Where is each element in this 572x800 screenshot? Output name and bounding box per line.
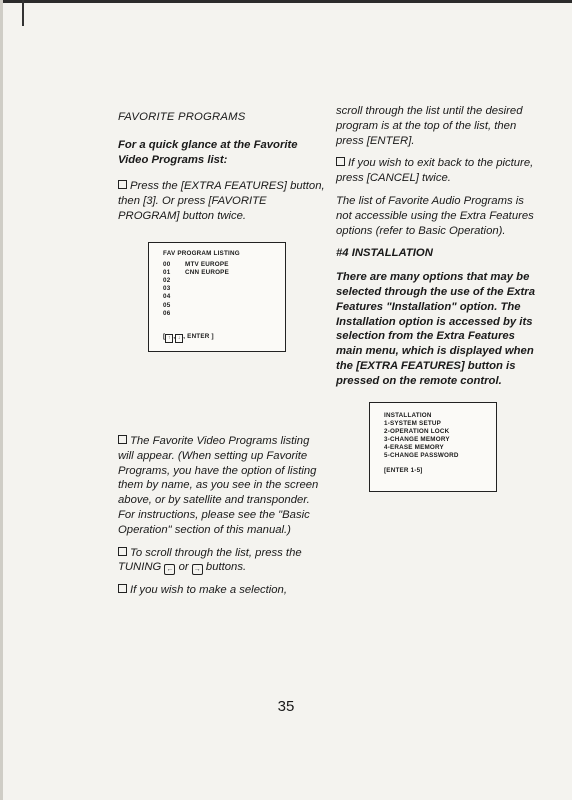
intro-text: For a quick glance at the Favorite Video Programs list: [118, 138, 298, 166]
fav-program-number: 00 [163, 261, 171, 269]
fav-program-number: 05 [163, 301, 171, 309]
fav-program-number: 06 [163, 309, 171, 317]
installation-menu-screen [369, 402, 497, 492]
fav-screen-title: FAV PROGRAM LISTING [163, 250, 240, 257]
installation-body: There are many options that may be selected through the use of the Extra Features "Installation" option. The Installation option is accessed by its selection from the Extra Features main menu, which is displayed when the [EXTRA FEATURES] button is pressed on the remote control. [336, 271, 535, 387]
fav-program-row [163, 302, 285, 310]
installation-menu-item: 5-CHANGE PASSWORD [384, 452, 459, 460]
installation-menu-item: 4-ERASE MEMORY [384, 444, 444, 452]
step-scroll: To scroll through the list, press the TUNING ← or → buttons. [118, 546, 302, 574]
installation-menu-item: 1-SYSTEM SETUP [384, 420, 442, 428]
up-arrow-icon: ↑ [165, 334, 173, 343]
fav-program-row [163, 277, 285, 285]
checkbox-icon [118, 435, 127, 444]
fav-program-number: 02 [163, 277, 171, 285]
fav-program-row [163, 261, 285, 269]
checkbox-icon [118, 584, 127, 593]
fav-program-list [163, 261, 285, 318]
down-arrow-icon: ↓ [175, 334, 183, 343]
installation-heading: #4 INSTALLATION [336, 247, 433, 260]
installation-menu-title: INSTALLATION [384, 412, 432, 419]
fav-program-row [163, 310, 285, 318]
installation-menu-list [384, 412, 496, 461]
step-extra-features [118, 179, 328, 223]
right-column [336, 104, 536, 397]
scan-top-edge [0, 0, 572, 3]
page-number: 35 [277, 698, 295, 715]
fav-program-number: 03 [163, 285, 171, 293]
exit-instruction: If you wish to exit back to the picture, press [CANCEL] twice. [336, 157, 534, 185]
left-column-top [118, 110, 328, 232]
checkbox-icon [118, 180, 127, 189]
step-select: If you wish to make a selection, [118, 583, 328, 598]
step-extra-features-text: Press the [EXTRA FEATURES] button, then [3]. Or press [FAVORITE PROGRAM] button twice. [118, 180, 325, 222]
fav-screen-footer: [ ↑ , ↓ , ENTER ] [163, 333, 214, 341]
left-column-bottom [118, 434, 328, 606]
tuning-left-icon: ← [166, 566, 174, 574]
installation-menu-item: 3-CHANGE MEMORY [384, 436, 450, 444]
fav-program-row [163, 285, 285, 293]
section-heading-favorite-programs: FAVORITE PROGRAMS [118, 111, 246, 123]
installation-prompt: [ENTER 1-5] [384, 466, 423, 474]
fav-program-listing-screen [148, 242, 286, 352]
fav-program-name: MTV EUROPE [185, 261, 229, 269]
continued-text: scroll through the list until the desired program is at the top of the list, then press [ENTER]. [336, 105, 523, 147]
fav-program-row [163, 293, 285, 301]
binder-mark [22, 0, 24, 26]
fav-program-name: CNN EUROPE [185, 269, 229, 277]
step-listing-appears: The Favorite Video Programs listing will appear. (When setting up Favorite Programs, you have the option of listing them by name, as you see in the screen above, or by satellite and transponder. For instructions, please see the "Basic Operation" section of this manual.) [118, 435, 319, 536]
checkbox-icon [336, 157, 345, 166]
fav-program-number: 01 [163, 269, 171, 277]
scan-left-edge [0, 0, 3, 800]
tuning-right-icon: → [193, 566, 201, 574]
fav-program-row [163, 269, 285, 277]
installation-menu-item: 2-OPERATION LOCK [384, 428, 450, 436]
checkbox-icon [118, 547, 127, 556]
audio-note: The list of Favorite Audio Programs is not accessible using the Extra Features options (refer to Basic Operation). [336, 194, 534, 237]
fav-program-number: 04 [163, 293, 171, 301]
